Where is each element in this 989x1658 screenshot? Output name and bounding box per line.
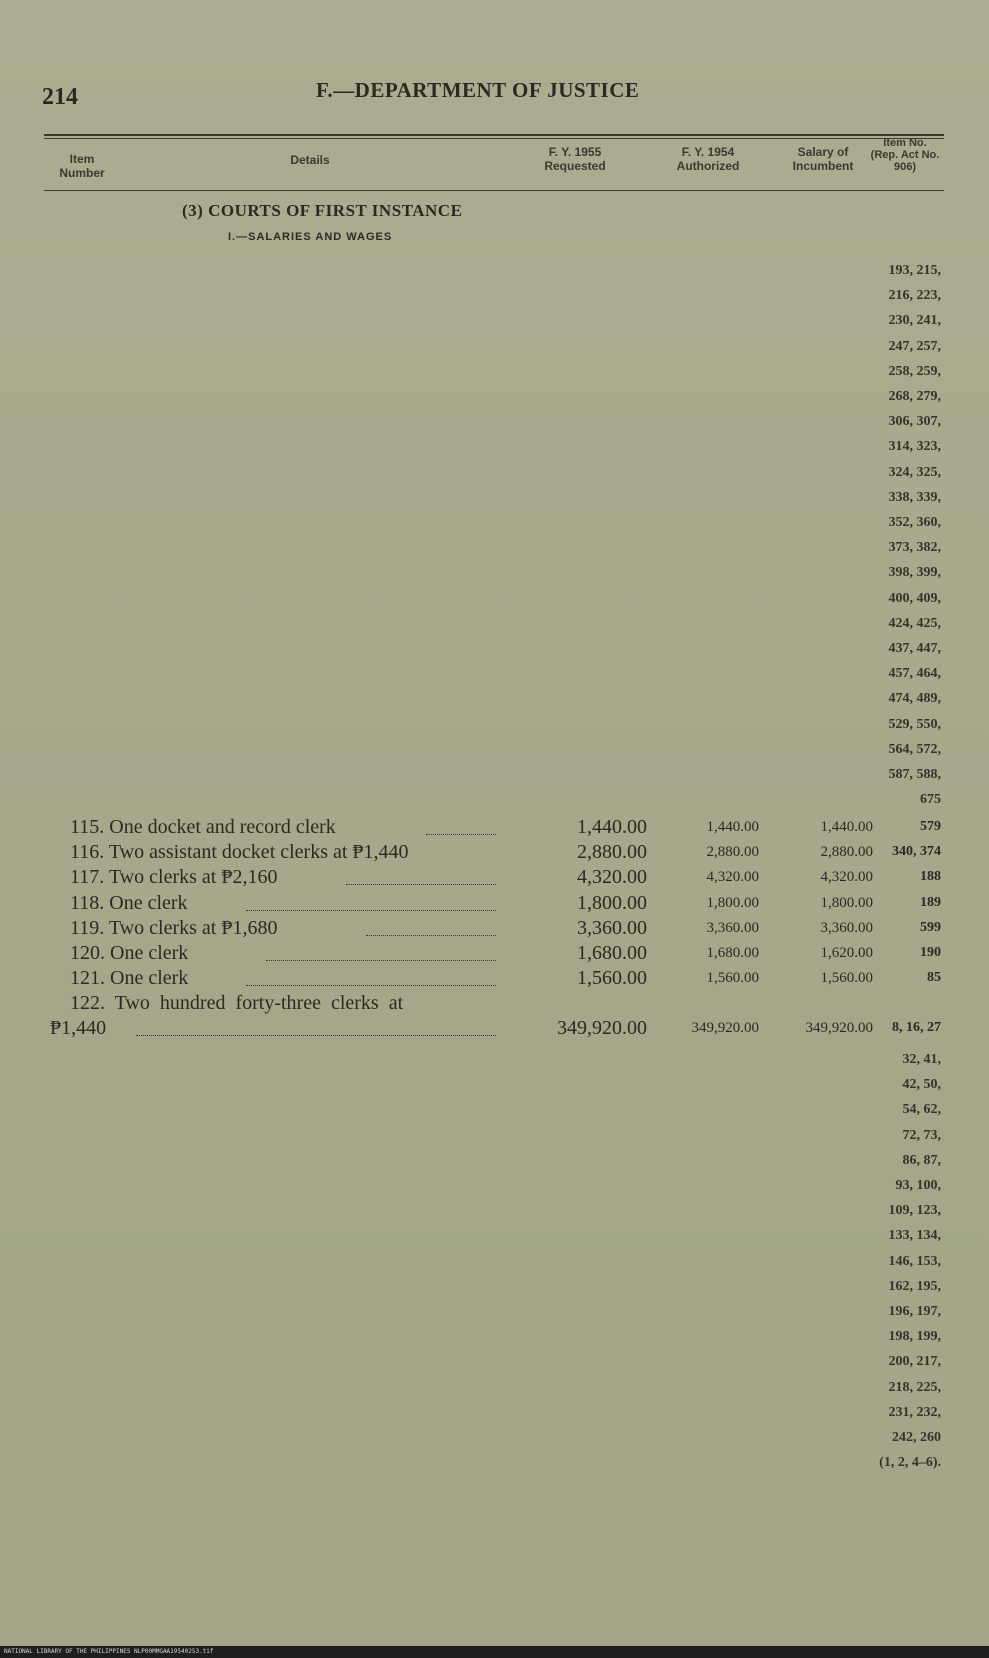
item-number-references-top: [821, 258, 941, 812]
item-reference-line: 162, 195,: [888, 1278, 941, 1294]
table-row-122-line1: [0, 992, 989, 1017]
row-122-fy1955: 349,920.00: [557, 1017, 647, 1039]
row-fy1954: 1,680.00: [706, 945, 759, 961]
col-header-details: Details: [290, 153, 330, 167]
table-row-122-line2: [0, 1017, 989, 1042]
table-row: [0, 866, 989, 891]
item-reference-line: 86, 87,: [902, 1152, 941, 1168]
header-rule-bottom: [44, 190, 944, 191]
item-reference-line: 230, 241,: [888, 313, 941, 329]
row-item-no: 340, 374: [892, 844, 941, 860]
row-fy1954: 1,800.00: [706, 894, 759, 911]
item-reference-line: 242, 260: [892, 1430, 941, 1446]
row-fy1954: 2,880.00: [706, 844, 759, 861]
table-row: [0, 942, 989, 967]
row-salary-incumbent: 1,620.00: [820, 945, 873, 961]
item-reference-line: 437, 447,: [888, 641, 941, 657]
row-fy1955: 4,320.00: [577, 866, 647, 889]
leader-dots: [426, 834, 496, 835]
leader-dots: [246, 910, 496, 911]
col-header-fy1954: F. Y. 1954 Authorized: [676, 145, 740, 173]
item-reference-line: 306, 307,: [888, 414, 941, 430]
item-reference-line: 424, 425,: [888, 615, 941, 631]
row-detail: 117. Two clerks at ₱2,160: [70, 866, 278, 889]
row-salary-incumbent: 1,800.00: [820, 894, 873, 911]
row-fy1955: 2,880.00: [577, 841, 647, 864]
item-reference-line: 200, 217,: [888, 1354, 941, 1370]
row-fy1955: 1,800.00: [577, 891, 647, 914]
item-reference-line: 457, 464,: [888, 666, 941, 682]
row-fy1955: 1,440.00: [577, 816, 647, 838]
item-reference-line: 352, 360,: [888, 515, 941, 531]
row-salary-incumbent: 1,560.00: [820, 970, 873, 987]
table-row: [0, 917, 989, 942]
row-122-item-no: 8, 16, 27: [892, 1020, 941, 1035]
page-number: 214: [42, 84, 78, 110]
item-reference-line: 146, 153,: [888, 1253, 941, 1269]
item-reference-line: 42, 50,: [902, 1077, 941, 1093]
item-reference-line: 133, 134,: [888, 1228, 941, 1244]
col-header-item-no-rep-act: Item No. (Rep. Act No. 906): [870, 137, 940, 173]
item-reference-line: 529, 550,: [888, 716, 941, 732]
item-reference-line: 32, 41,: [902, 1052, 941, 1067]
row-fy1955: 1,560.00: [577, 967, 647, 990]
row-salary-incumbent: 1,440.00: [820, 819, 873, 835]
row-fy1955: 3,360.00: [577, 916, 647, 939]
item-reference-line: 198, 199,: [888, 1329, 941, 1345]
leader-dots: [266, 960, 496, 961]
table-row: [0, 967, 989, 992]
row-item-no: 189: [920, 894, 941, 910]
table-row: [0, 816, 989, 841]
leader-dots: [366, 935, 496, 936]
row-item-no: 190: [920, 945, 941, 960]
item-reference-line: 196, 197,: [888, 1304, 941, 1320]
row-122-fy1954: 349,920.00: [691, 1020, 759, 1036]
leader-dots: [136, 1035, 496, 1036]
table-row: [0, 841, 989, 866]
row-fy1954: 4,320.00: [706, 869, 759, 886]
row-salary-incumbent: 4,320.00: [820, 869, 873, 886]
item-reference-line: 587, 588,: [888, 767, 941, 783]
running-head: F.—DEPARTMENT OF JUSTICE: [316, 78, 640, 102]
col-header-salary-of-incumbent: Salary of Incumbent: [792, 145, 854, 173]
row-detail: 116. Two assistant docket clerks at ₱1,440: [70, 841, 409, 864]
row-122-detail-line1: 122. Two hundred forty-three clerks at: [70, 992, 404, 1014]
item-reference-line: 109, 123,: [888, 1203, 941, 1219]
row-detail: 120. One clerk: [70, 942, 189, 964]
col-header-fy1955: F. Y. 1955 Requested: [544, 145, 606, 173]
item-reference-line: 314, 323,: [888, 439, 941, 455]
section-title: (3) COURTS OF FIRST INSTANCE: [182, 201, 463, 220]
row-item-no: 188: [920, 869, 941, 885]
item-reference-line: 231, 232,: [888, 1404, 941, 1420]
item-reference-line: 338, 339,: [888, 489, 941, 505]
header-rule-top: [44, 134, 944, 136]
item-reference-line: 268, 279,: [888, 389, 941, 405]
item-reference-line: 675: [920, 792, 941, 808]
item-number-references-bottom: [821, 1047, 941, 1475]
item-reference-line: 564, 572,: [888, 741, 941, 757]
item-reference-line: 400, 409,: [888, 590, 941, 606]
row-item-no: 85: [927, 970, 941, 986]
row-fy1954: 1,440.00: [706, 819, 759, 835]
item-reference-line: 324, 325,: [888, 464, 941, 480]
item-reference-line: 247, 257,: [888, 338, 941, 354]
row-detail: 118. One clerk: [70, 891, 188, 914]
row-122-salary-incumbent: 349,920.00: [805, 1020, 873, 1036]
row-salary-incumbent: 2,880.00: [820, 844, 873, 861]
leader-dots: [246, 985, 496, 986]
item-reference-line: 373, 382,: [888, 540, 941, 556]
row-detail: 115. One docket and record clerk: [70, 816, 336, 838]
item-reference-line: 72, 73,: [902, 1127, 941, 1143]
row-122-detail-line2: ₱1,440: [50, 1017, 107, 1039]
scan-footer-label: NATIONAL LIBRARY OF THE PHILIPPINES NLP00MMGAA19540253.tif: [0, 1646, 989, 1658]
row-fy1954: 3,360.00: [706, 919, 759, 936]
header-rule-top-thin: [44, 138, 944, 139]
item-reference-line: 258, 259,: [888, 363, 941, 379]
item-reference-line: (1, 2, 4–6).: [879, 1455, 941, 1471]
col-header-item-number: Item Number: [59, 152, 105, 180]
table-row: [0, 892, 989, 917]
item-reference-line: 93, 100,: [895, 1178, 941, 1194]
item-reference-line: 54, 62,: [902, 1102, 941, 1118]
row-detail: 121. One clerk: [70, 967, 189, 990]
subsection-title: I.—SALARIES AND WAGES: [228, 231, 393, 243]
row-fy1955: 1,680.00: [577, 942, 647, 964]
row-salary-incumbent: 3,360.00: [820, 919, 873, 936]
item-reference-line: 193, 215,: [888, 263, 941, 278]
row-fy1954: 1,560.00: [706, 970, 759, 987]
leader-dots: [346, 884, 496, 885]
row-detail: 119. Two clerks at ₱1,680: [70, 916, 278, 939]
item-reference-line: 218, 225,: [888, 1379, 941, 1395]
item-reference-line: 216, 223,: [888, 288, 941, 304]
item-reference-line: 398, 399,: [888, 565, 941, 581]
row-item-no: 579: [920, 819, 941, 834]
item-reference-line: 474, 489,: [888, 691, 941, 707]
row-item-no: 599: [920, 919, 941, 935]
